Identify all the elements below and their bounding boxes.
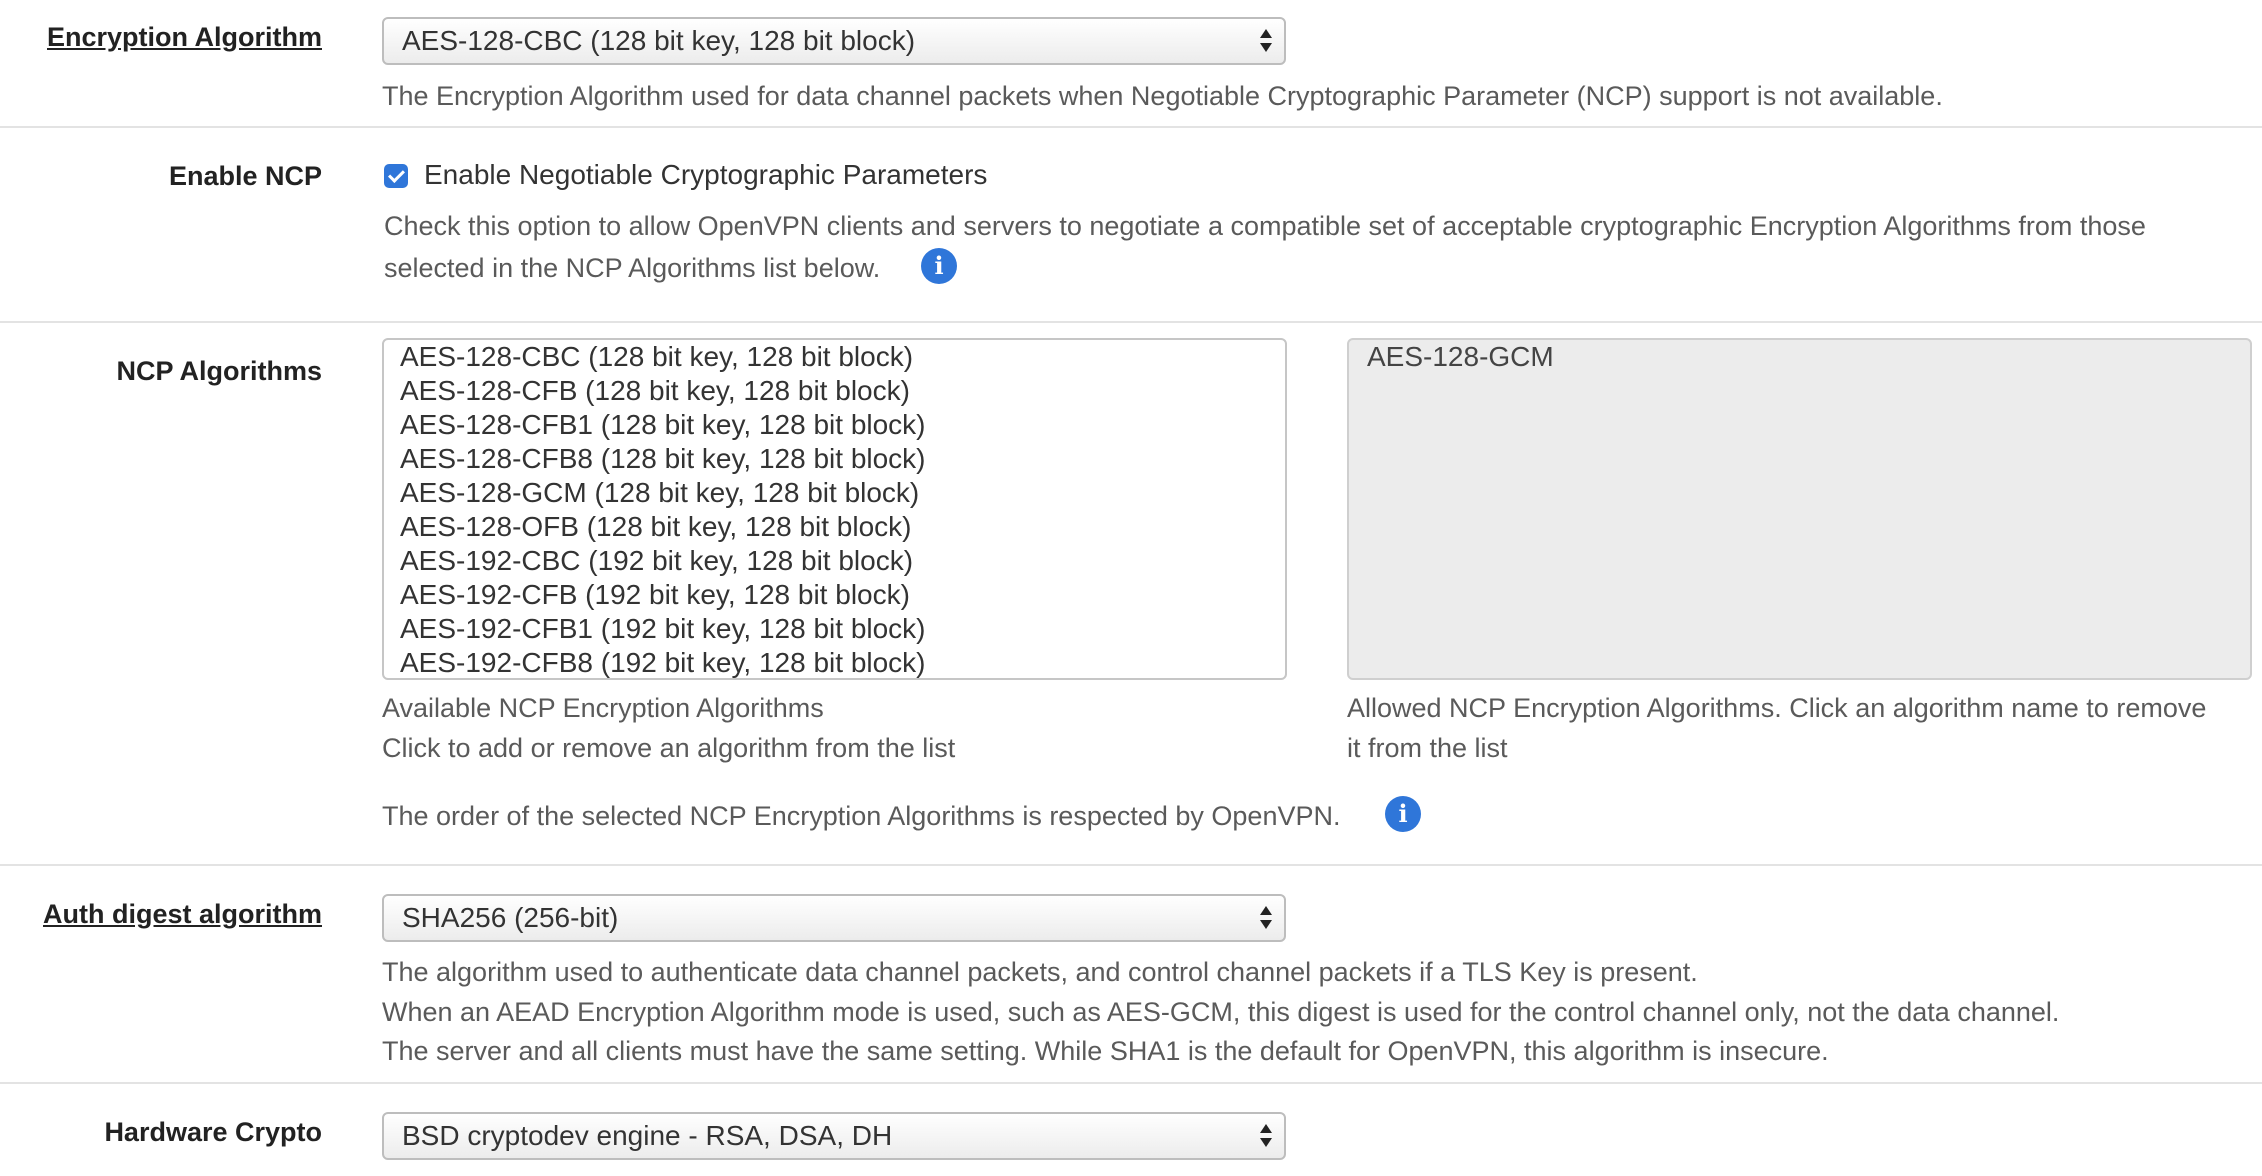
available-ncp-help-line2: Click to add or remove an algorithm from the list [382, 733, 956, 763]
auth-digest-label[interactable]: Auth digest algorithm [43, 899, 322, 929]
auth-digest-help-line3: The server and all clients must have the same setting. While SHA1 is the default for OpenVPN, this algorithm is insecure. [382, 1036, 1829, 1066]
encryption-algorithm-label[interactable]: Encryption Algorithm [47, 22, 322, 52]
enable-ncp-help-line2: selected in the NCP Algorithms list below. [384, 253, 881, 283]
ncp-algorithms-label: NCP Algorithms [116, 356, 322, 386]
auth-digest-value: SHA256 (256-bit) [402, 902, 619, 933]
updown-arrows-icon [1258, 896, 1274, 940]
available-ncp-algorithms-list[interactable] [382, 338, 1287, 680]
list-item[interactable]: AES-192-CFB8 (192 bit key, 128 bit block) [400, 647, 926, 678]
enable-ncp-label: Enable NCP [168, 161, 322, 191]
updown-arrows-icon [1258, 19, 1274, 63]
row-divider [0, 321, 2262, 323]
row-divider [0, 1082, 2262, 1084]
allowed-ncp-help-line1: Allowed NCP Encryption Algorithms. Click an algorithm name to remove [1347, 693, 2207, 723]
encryption-algorithm-value: AES-128-CBC (128 bit key, 128 bit block) [402, 25, 916, 56]
available-ncp-help-line1: Available NCP Encryption Algorithms [382, 693, 824, 723]
row-divider [0, 864, 2262, 866]
auth-digest-help-line1: The algorithm used to authenticate data channel packets, and control channel packets if a TLS Key is present. [382, 957, 1698, 987]
enable-ncp-checkbox-label[interactable]: Enable Negotiable Cryptographic Parameters [424, 159, 988, 190]
list-item[interactable]: AES-128-CFB8 (128 bit key, 128 bit block) [400, 443, 926, 474]
row-divider [0, 126, 2262, 128]
updown-arrows-icon [1258, 1114, 1274, 1158]
enable-ncp-help-line1: Check this option to allow OpenVPN clients and servers to negotiate a compatible set of acceptable cryptographic Encryption Algorithms from those [384, 211, 2146, 241]
list-item[interactable]: AES-128-CFB (128 bit key, 128 bit block) [400, 375, 910, 406]
list-item[interactable]: AES-128-GCM (128 bit key, 128 bit block) [400, 477, 920, 508]
info-icon[interactable]: i [1385, 796, 1421, 832]
allowed-ncp-algorithms-list[interactable] [1347, 338, 2252, 680]
list-item[interactable]: AES-192-CFB1 (192 bit key, 128 bit block) [400, 613, 926, 644]
hardware-crypto-select[interactable] [382, 1112, 1286, 1160]
list-item[interactable]: AES-192-CFB (192 bit key, 128 bit block) [400, 579, 910, 610]
list-item[interactable]: AES-128-GCM [1367, 341, 1554, 372]
list-item[interactable]: AES-128-CBC (128 bit key, 128 bit block) [400, 341, 914, 372]
list-item[interactable]: AES-128-OFB (128 bit key, 128 bit block) [400, 511, 912, 542]
hardware-crypto-value: BSD cryptodev engine - RSA, DSA, DH [402, 1120, 893, 1151]
auth-digest-help-line2: When an AEAD Encryption Algorithm mode is used, such as AES-GCM, this digest is used for the control channel only, not the data channel. [382, 997, 2060, 1027]
list-item[interactable]: AES-192-CBC (192 bit key, 128 bit block) [400, 545, 914, 576]
info-icon[interactable]: i [921, 248, 957, 284]
encryption-algorithm-help: The Encryption Algorithm used for data channel packets when Negotiable Cryptographic Parameter (NCP) support is not available. [382, 81, 1943, 111]
list-item[interactable]: AES-128-CFB1 (128 bit key, 128 bit block) [400, 409, 926, 440]
ncp-order-note: The order of the selected NCP Encryption Algorithms is respected by OpenVPN. [382, 801, 1341, 831]
encryption-algorithm-select[interactable] [382, 17, 1286, 65]
enable-ncp-checkbox[interactable] [384, 164, 408, 188]
auth-digest-select[interactable] [382, 894, 1286, 942]
hardware-crypto-label: Hardware Crypto [104, 1117, 322, 1147]
allowed-ncp-help-line2: it from the list [1347, 733, 1508, 763]
